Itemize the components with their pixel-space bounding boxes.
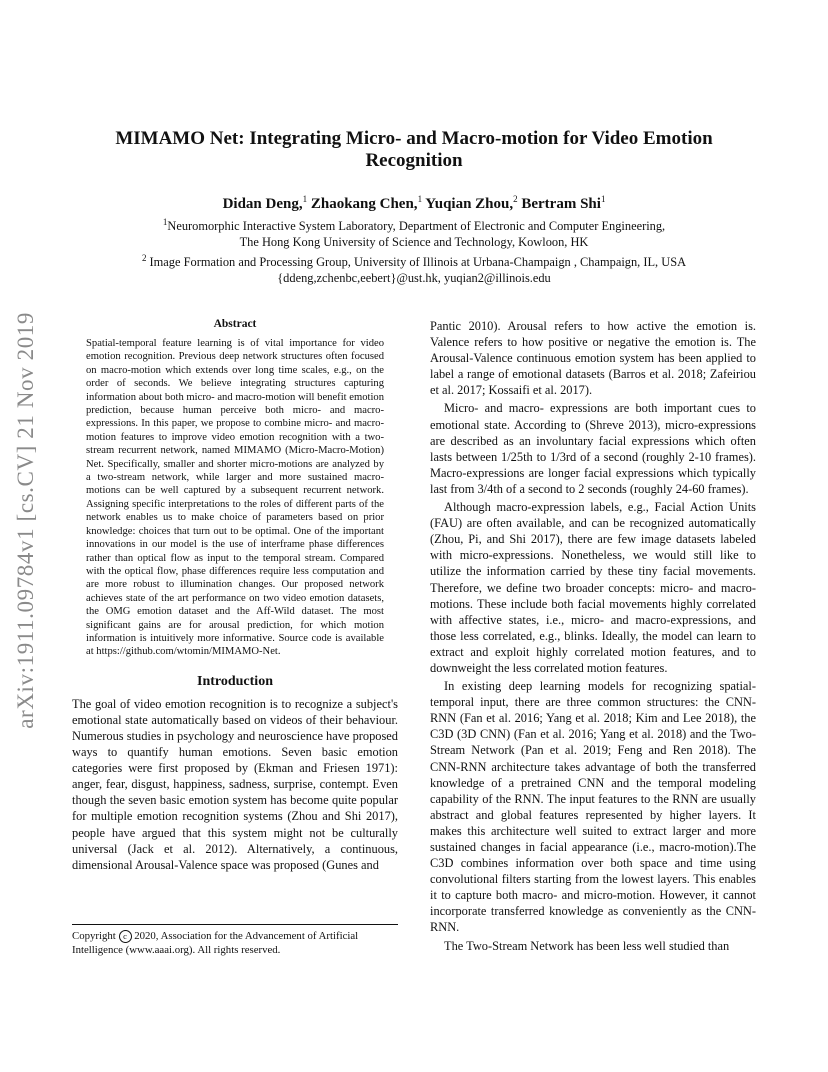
- paper-title: MIMAMO Net: Integrating Micro- and Macro-motion for Video Emotion Recognition: [115, 128, 713, 171]
- abstract-text: Spatial-temporal feature learning is of vital importance for video emotion recognition. Previous deep network structures often focused on macro-motion which extends over long time scales, e.g., on the order of seconds. We believe integrating structures capturing information about both micro- and macro-motion will benefit emotion prediction, because human perceive both micro- and macro-expressions. In this paper, we propose to combine micro- and macro-motion features to improve video emotion recognition with a two-stream recurrent network, named MIMAMO (Micro-Macro-Motion) Net. Specifically, smaller and shorter micro-motions are analyzed by a two-stream network, while larger and more sustained macro-motions can be well captured by a subsequent recurrent network. Assigning specific interpretations to the roles of different parts of the network enables us to make choice of parameters based on prior knowledge: choices that turn out to be optimal. One of the important innovations in our model is the use of interframe phase differences rather than optical flow as input to the temporal stream. Compared with the optical flow, phase differences require less computation and are more robust to illumination changes. Our proposed network achieves state of the art performance on two video emotion datasets, the OMG emotion dataset and the Aff-Wild dataset. The most significant gains are for arousal prediction, for which motion information is intuitively more informative. Source code is available at https://github.com/wtomin/MIMAMO-Net.: [86, 338, 384, 658]
- copyright-footnote: Copyright c 2020, Association for the Advancement of Artificial Intelligence (www.aaai.org). All rights reserved.: [72, 924, 398, 957]
- body-paragraph: The Two-Stream Network has been less well studied than: [444, 938, 730, 953]
- author-affiliation-mark: 1: [302, 194, 308, 204]
- affiliation-1: $^1$Neuromorphic Interactive System Laboratory, Department of Electronic and Computer Engineering,: [162, 217, 666, 234]
- body-paragraph: In existing deep learning models for recognizing spatial-temporal input, there are three common structures: the CNN-RNN (Fan et al. 2016; Yang et al. 2018; Kim and Lee 2018), the C3D (3D CNN) (Fan et al. 2016; Yang et al. 2018) and the Two-Stream Network (Pan et al. 2019; Feng and Ren 2018). The CNN-RNN architecture takes advantage of both the transferred knowledge of a pretrained CNN and the temporal modeling capability of the RNN. The input features to the RNN are usually abstract and global features represented by higher layers. It makes this architecture well suited to extract larger and more sustained changes in facial appearance (i.e., macro-motion).The C3D combines information over both space and time using convolutional filters starting from the lowest layers. This enables it to capture both macro- and micro-motion. However, it cannot incorporate transferred knowledge as conveniently as the CNN-RNN.: [430, 679, 756, 935]
- author-affiliation-mark: 1: [600, 194, 606, 204]
- right-column: [430, 318, 756, 954]
- author-emails: {ddeng,zchenbc,eebert}@ust.hk, yuqian2@illinois.edu: [277, 271, 551, 286]
- author-name: Didan Deng,: [222, 196, 303, 212]
- author-name: Zhaokang Chen,: [310, 196, 418, 212]
- author-name: Bertram Shi: [521, 196, 601, 212]
- body-paragraph: Although macro-expression labels, e.g., Facial Action Units (FAU) are often available, and can be recognized automatically (Zhou, Pi, and Shi 2017), there are few image datasets labeled with micro-expressions. Nonetheless, we would still like to utilize the information carried by these tiny facial movements. Therefore, we define two broader concepts: micro- and macro-motions. These include both facial movements highly correlated with affective states, i.e., micro- and macro-expressions, and those less correlated, e.g., blinks. Ideally, the model can learn to extract and exploit highly correlated motion features, and to downweight the less correlated motion features.: [430, 500, 756, 675]
- affiliation-number: 2: [141, 253, 147, 264]
- affiliations: [90, 214, 738, 286]
- affiliation-2: $^2$ Image Formation and Processing Group, University of Illinois at Urbana-Champaign , Champaign, IL, USA: [141, 253, 687, 270]
- affiliation-1-continued: The Hong Kong University of Science and Technology, Kowloon, HK: [239, 235, 589, 250]
- affiliation-number: 1: [162, 217, 168, 227]
- author-affiliation-mark: 2: [513, 194, 518, 204]
- intro-paragraph: The goal of video emotion recognition is to recognize a subject's emotional state automatically based on videos of their behaviour. Numerous studies in psychology and neuroscience have proposed ways to quantify human emotions. Seven basic emotion categories were first proposed by (Ekman and Friesen 1971): anger, fear, disgust, happiness, sadness, surprise, contempt. Even though the seven basic emotion system has become quite popular for multiple emotion recognition systems (Zhou and Shi 2017), people have argued that this system might not be culturally universal (Jack et al. 2012). Alternatively, a continuous, dimensional Arousal-Valence space was proposed (Gunes and: [72, 696, 398, 872]
- arxiv-identifier: arXiv:1911.09784v1 [cs.CV] 21 Nov 2019: [13, 311, 38, 729]
- body-paragraph: Micro- and macro- expressions are both important cues to emotional state. According to (Shreve 2013), micro-expressions are described as an involuntary facial expressions which often lasts between 1/25th to 1/3rd of a second (roughly 2-10 frames). Macro-expressions are longer facial expressions which typically last from 3/4th of a second to 2 seconds (roughly 24-60 frames).: [430, 401, 756, 496]
- left-column: [72, 318, 398, 873]
- abstract-heading: Abstract: [213, 318, 257, 330]
- author-list: [90, 194, 738, 213]
- author-affiliation-mark: 1: [417, 194, 423, 204]
- copyright-symbol: c: [119, 930, 132, 943]
- introduction-heading: Introduction: [197, 673, 273, 689]
- body-paragraph: Pantic 2010). Arousal refers to how active the emotion is. Valence refers to how positive or negative the emotion is. The Arousal-Valence continuous emotion system has been applied to label a range of emotional datasets (Barros et al. 2018; Zafeiriou et al. 2017; Kossaifi et al. 2017).: [430, 319, 756, 398]
- arxiv-stamp: [6, 270, 46, 770]
- author-name: Yuqian Zhou,: [425, 196, 514, 212]
